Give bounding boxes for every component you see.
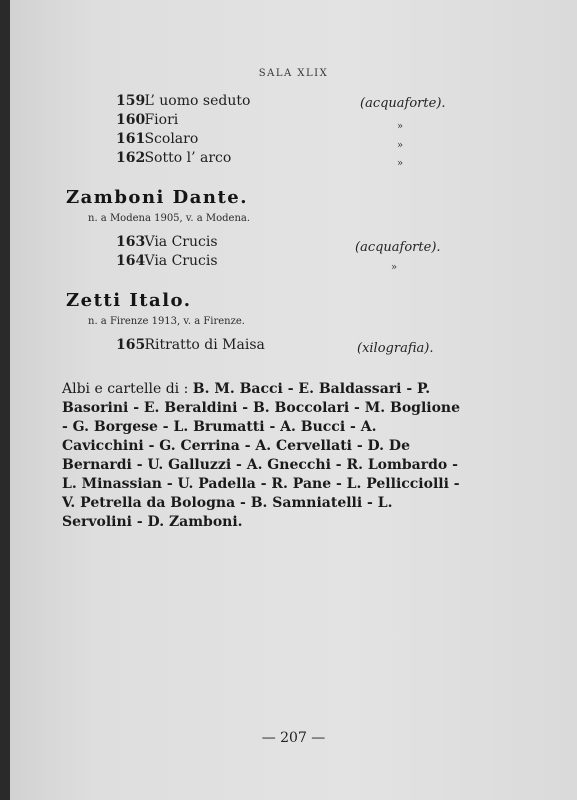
entry-medium: (acquaforte). [355,240,441,255]
page-number: — 207 — [261,730,326,746]
entry-title: Scolaro [144,131,199,147]
catalog-entry [116,253,218,269]
artist-bio: n. a Modena 1905, v. a Modena. [88,213,251,224]
entry-medium: (acquaforte). [360,96,446,111]
entry-title: Sotto l’ arco [144,150,232,166]
entry-title: Via Crucis [144,234,218,250]
ditto-mark: » [391,262,398,273]
entry-title: L’ uomo seduto [144,93,251,109]
ditto-mark: » [397,140,404,151]
albi-intro: Albi e cartelle di : [62,381,193,397]
entry-medium: (xilografia). [357,341,434,356]
entry-number: 162 [116,150,146,166]
ditto-mark: » [397,158,404,169]
ditto-mark: » [397,121,404,132]
catalog-entry [116,337,265,353]
entry-number: 163 [116,234,146,250]
catalog-entry [116,112,178,128]
catalog-entry [116,131,198,147]
running-head: SALA XLIX [258,68,329,79]
entry-title: Fiori [144,112,179,128]
albi-paragraph [62,380,462,532]
entry-number: 161 [116,131,146,147]
entry-number: 159 [116,93,146,109]
catalog-entry [116,150,231,166]
entry-number: 165 [116,337,146,353]
albi-artist-list: B. M. Bacci - E. Baldassari - P. Basorini - E. Beraldini - B. Boccolari - M. Boglione - G. Borgese - L. Brumatti - A. Bucci - A. Cavicchini - G. Cerrina - A. Cervellati - D. De Bernardi - U. Galluzzi - A. Gnecchi - R. Lombardo - L. Minassian - U. Padella - R. Pane - L. Pellicciolli - V. Petrella da Bologna - B. Samniatelli - L. Servolini - D. Zamboni. [62,381,461,530]
artist-name: Zamboni Dante. [66,187,249,208]
artist-name: Zetti Italo. [66,290,192,311]
entry-number: 164 [116,253,146,269]
catalog-entry [116,234,218,250]
entry-title: Via Crucis [144,253,218,269]
entry-number: 160 [116,112,146,128]
catalog-entry [116,93,250,109]
entry-title: Ritratto di Maisa [144,337,265,353]
artist-bio: n. a Firenze 1913, v. a Firenze. [88,316,245,327]
catalog-page [10,0,577,800]
